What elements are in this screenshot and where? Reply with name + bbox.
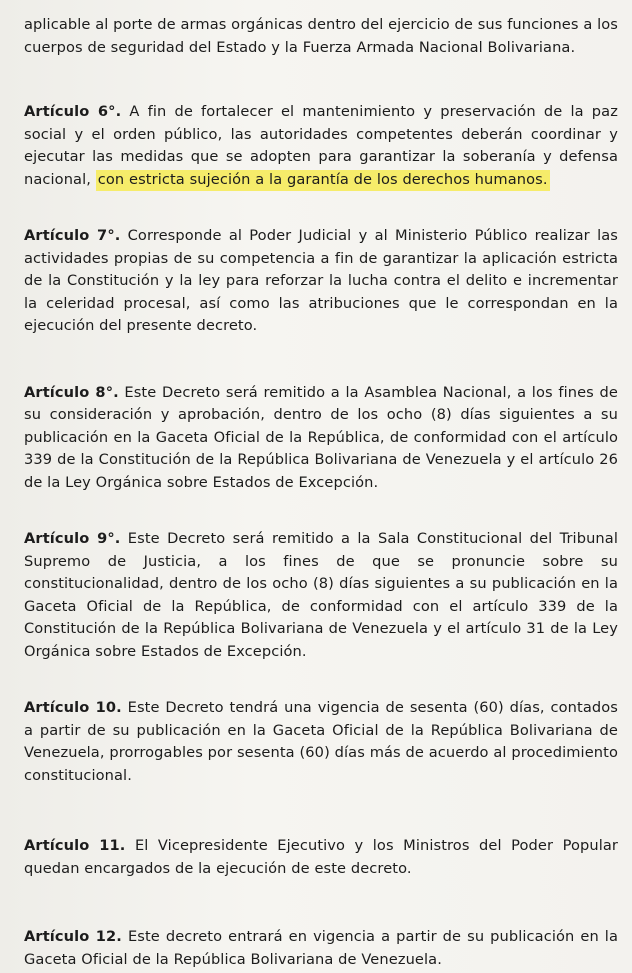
article-8-title: Artículo 8°. [24, 383, 119, 401]
article-10 [24, 697, 618, 787]
article-7-text: Corresponde al Poder Judicial y al Ministerio Público realizar las actividades propias de su competencia a fin de garantizar la aplicación estricta de la Constitución y la ley para reforzar la lucha contra el delito e incrementar la celeridad procesal, así como las atribuciones que le correspondan en la ejecución del presente decreto. [24, 227, 618, 334]
article-10-text: Este Decreto tendrá una vigencia de sesenta (60) días, contados a partir de su publicación en la Gaceta Oficial de la República Bolivariana de Venezuela, prorrogables por sesenta (60) días más de acuerdo al procedimiento constitucional. [24, 699, 618, 784]
article-9-title: Artículo 9°. [24, 530, 121, 547]
article-6-highlight: con estricta sujeción a la garantía de los derechos humanos. [96, 170, 550, 191]
article-11-text: El Vicepresidente Ejecutivo y los Ministros del Poder Popular quedan encargados de la ejecución de este decreto. [24, 837, 618, 877]
intro-paragraph [24, 14, 618, 59]
article-12-text: Este decreto entrará en vigencia a partir de su publicación en la Gaceta Oficial de la República Bolivariana de Venezuela. [24, 928, 618, 968]
article-7 [24, 225, 618, 338]
article-8-text: Este Decreto será remitido a la Asamblea Nacional, a los fines de su consideración y aprobación, dentro de los ocho (8) días siguientes a su publicación en la Gaceta Oficial de la República, de conformidad con el artículo 339 de la Constitución de la República Bolivariana de Venezuela y el artículo 26 de la Ley Orgánica sobre Estados de Excepción. [24, 383, 618, 491]
article-11 [24, 835, 618, 880]
article-12-title: Artículo 12. [24, 928, 122, 945]
article-6-title: Artículo 6°. [24, 103, 122, 120]
article-10-title: Artículo 10. [24, 699, 122, 716]
article-9 [24, 528, 618, 663]
article-7-title: Artículo 7°. [24, 227, 121, 244]
intro-text: aplicable al porte de armas orgánicas dentro del ejercicio de sus funciones a los cuerpos de seguridad del Estado y la Fuerza Armada Nacional Bolivariana. [24, 16, 618, 56]
article-6 [24, 101, 618, 191]
article-8 [24, 382, 618, 495]
article-6-text: A fin de fortalecer el mantenimiento y preservación de la paz social y el orden público, las autoridades competentes deberán coordinar y ejecutar las medidas que se adopten para garantizar la soberanía y defensa nacional, [24, 103, 618, 188]
article-11-title: Artículo 11. [24, 837, 126, 854]
article-9-text: Este Decreto será remitido a la Sala Constitucional del Tribunal Supremo de Justicia, a los fines de que se pronuncie sobre su constitucionalidad, dentro de los ocho (8) días siguientes a su publicación en la Gaceta Oficial de la República, de conformidad con el artículo 339 de la Constitución de la República Bolivariana de Venezuela y el artículo 31 de la Ley Orgánica sobre Estados de Excepción. [24, 530, 618, 660]
article-12 [24, 926, 618, 971]
bleed-through-decoration [24, 69, 618, 95]
